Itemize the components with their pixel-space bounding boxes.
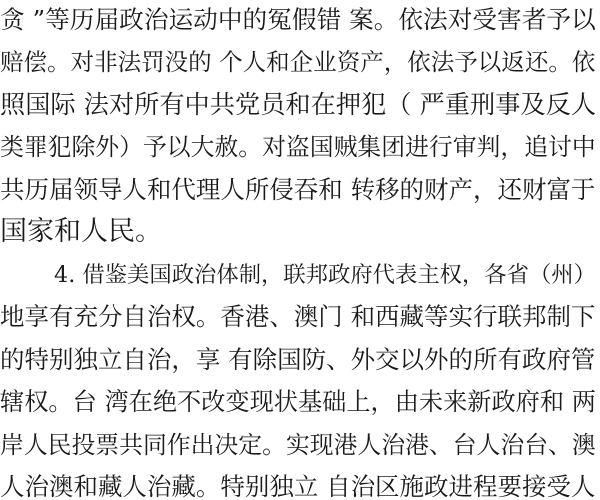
text-line-11: 岸人民投票共同作出决定。实现港人治港、台人治台、澳 (0, 431, 596, 459)
text-line-1: 贪 ”等历届政治运动中的冤假错 案。依法对受害者予以 (0, 5, 596, 34)
text-line-2: 赔偿。对非法罚没的 个人和企业资产，依法予以返还。依 (0, 48, 596, 76)
text-line-8: 地享有充分自治权。香港、澳门 和西藏等实行联邦制下 (0, 302, 596, 331)
text-line-10: 辖权。台 湾在绝不改变现状基础上，由未来新政府和 两 (0, 388, 596, 416)
paragraph-4-first-line: 4. 借鉴美国政治体制，联邦政府代表主权，各省（州） (54, 262, 596, 288)
text-line-5: 共历届领导人和代理人所侵吞和 转移的财产，还财富于 (0, 175, 596, 204)
text-line-4: 类罪犯除外）予以大赦。对盗国贼集团进行审判，追讨中 (0, 133, 596, 161)
text-line-3: 照国际 法对所有中共党员和在押犯（ 严重刑事及反人 (0, 90, 597, 119)
text-line-12: 人治澳和藏人治藏。特别独立 自治区施政进程要接受人 (0, 472, 596, 500)
text-line-6: 国家和人民。 (0, 216, 162, 247)
text-line-9: 的特别独立自治，享 有除国防、外交以外的所有政府管 (0, 345, 596, 374)
